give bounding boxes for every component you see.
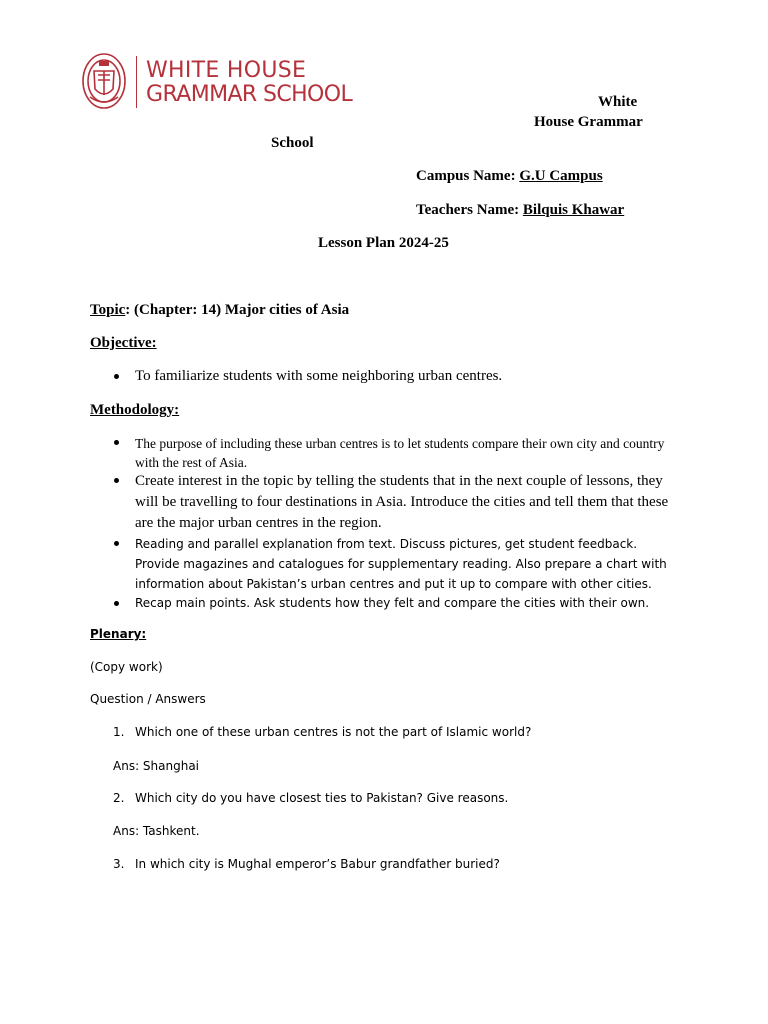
school-name-line-1: White [598, 94, 638, 110]
methodology-heading: Methodology: [90, 402, 180, 418]
qa-heading: Question / Answers [90, 692, 206, 706]
school-crest-icon [80, 51, 128, 111]
campus-label: Campus Name: [416, 168, 520, 184]
question-number: 1. [113, 725, 125, 739]
school-name-line-3: School [271, 135, 314, 151]
question-number: 3. [113, 857, 125, 871]
teacher-label: Teachers Name: [416, 202, 523, 218]
methodology-item: Recap main points. Ask students how they felt and compare the cities with their own. [135, 596, 650, 610]
campus-value: G.U Campus [519, 168, 603, 184]
copy-work-note: (Copy work) [90, 660, 163, 674]
topic-text: : (Chapter: 14) Major cities of Asia [125, 302, 350, 318]
school-name-line-2: House Grammar [534, 114, 643, 130]
methodology-item: Create interest in the topic by telling the students that in the next couple of lessons, they will be travelling to four destinations in Asia. Introduce the cities and tell them that these are the major urban centres in the region. [135, 473, 669, 531]
logo-line-2: GRAMMAR SCHOOL [146, 82, 353, 107]
answer-text: Ans: Shanghai [113, 759, 200, 773]
bullet-icon [114, 440, 119, 445]
objective-heading: Objective: [90, 335, 157, 351]
logo-line-1: WHITE HOUSE [146, 58, 307, 83]
answer-text: Ans: Tashkent. [113, 824, 200, 838]
question-text: In which city is Mughal emperor’s Babur grandfather buried? [135, 857, 500, 871]
campus-line [416, 168, 603, 185]
lesson-plan-title: Lesson Plan 2024-25 [318, 235, 449, 251]
teacher-line [416, 202, 624, 219]
question-number: 2. [113, 791, 125, 805]
plenary-heading: Plenary: [90, 627, 147, 641]
logo-divider [136, 56, 137, 108]
teacher-value: Bilquis Khawar [522, 202, 625, 218]
methodology-item: Reading and parallel explanation from text. Discuss pictures, get student feedback. Provide magazines and catalogues for supplementary reading. Also prepare a chart with information about Pakistan’s urban centres and put it up to compare with other cities. [135, 537, 667, 591]
bullet-icon [114, 374, 119, 379]
question-text: Which city do you have closest ties to Pakistan? Give reasons. [135, 791, 509, 805]
bullet-icon [114, 541, 119, 546]
objective-item: To familiarize students with some neighboring urban centres. [135, 368, 503, 384]
topic-line [90, 302, 349, 319]
topic-label: Topic [90, 302, 126, 318]
bullet-icon [114, 478, 119, 483]
question-text: Which one of these urban centres is not the part of Islamic world? [135, 725, 532, 739]
methodology-item: The purpose of including these urban centres is to let students compare their own city and country with the rest of Asia. [135, 436, 665, 470]
bullet-icon [114, 601, 119, 606]
